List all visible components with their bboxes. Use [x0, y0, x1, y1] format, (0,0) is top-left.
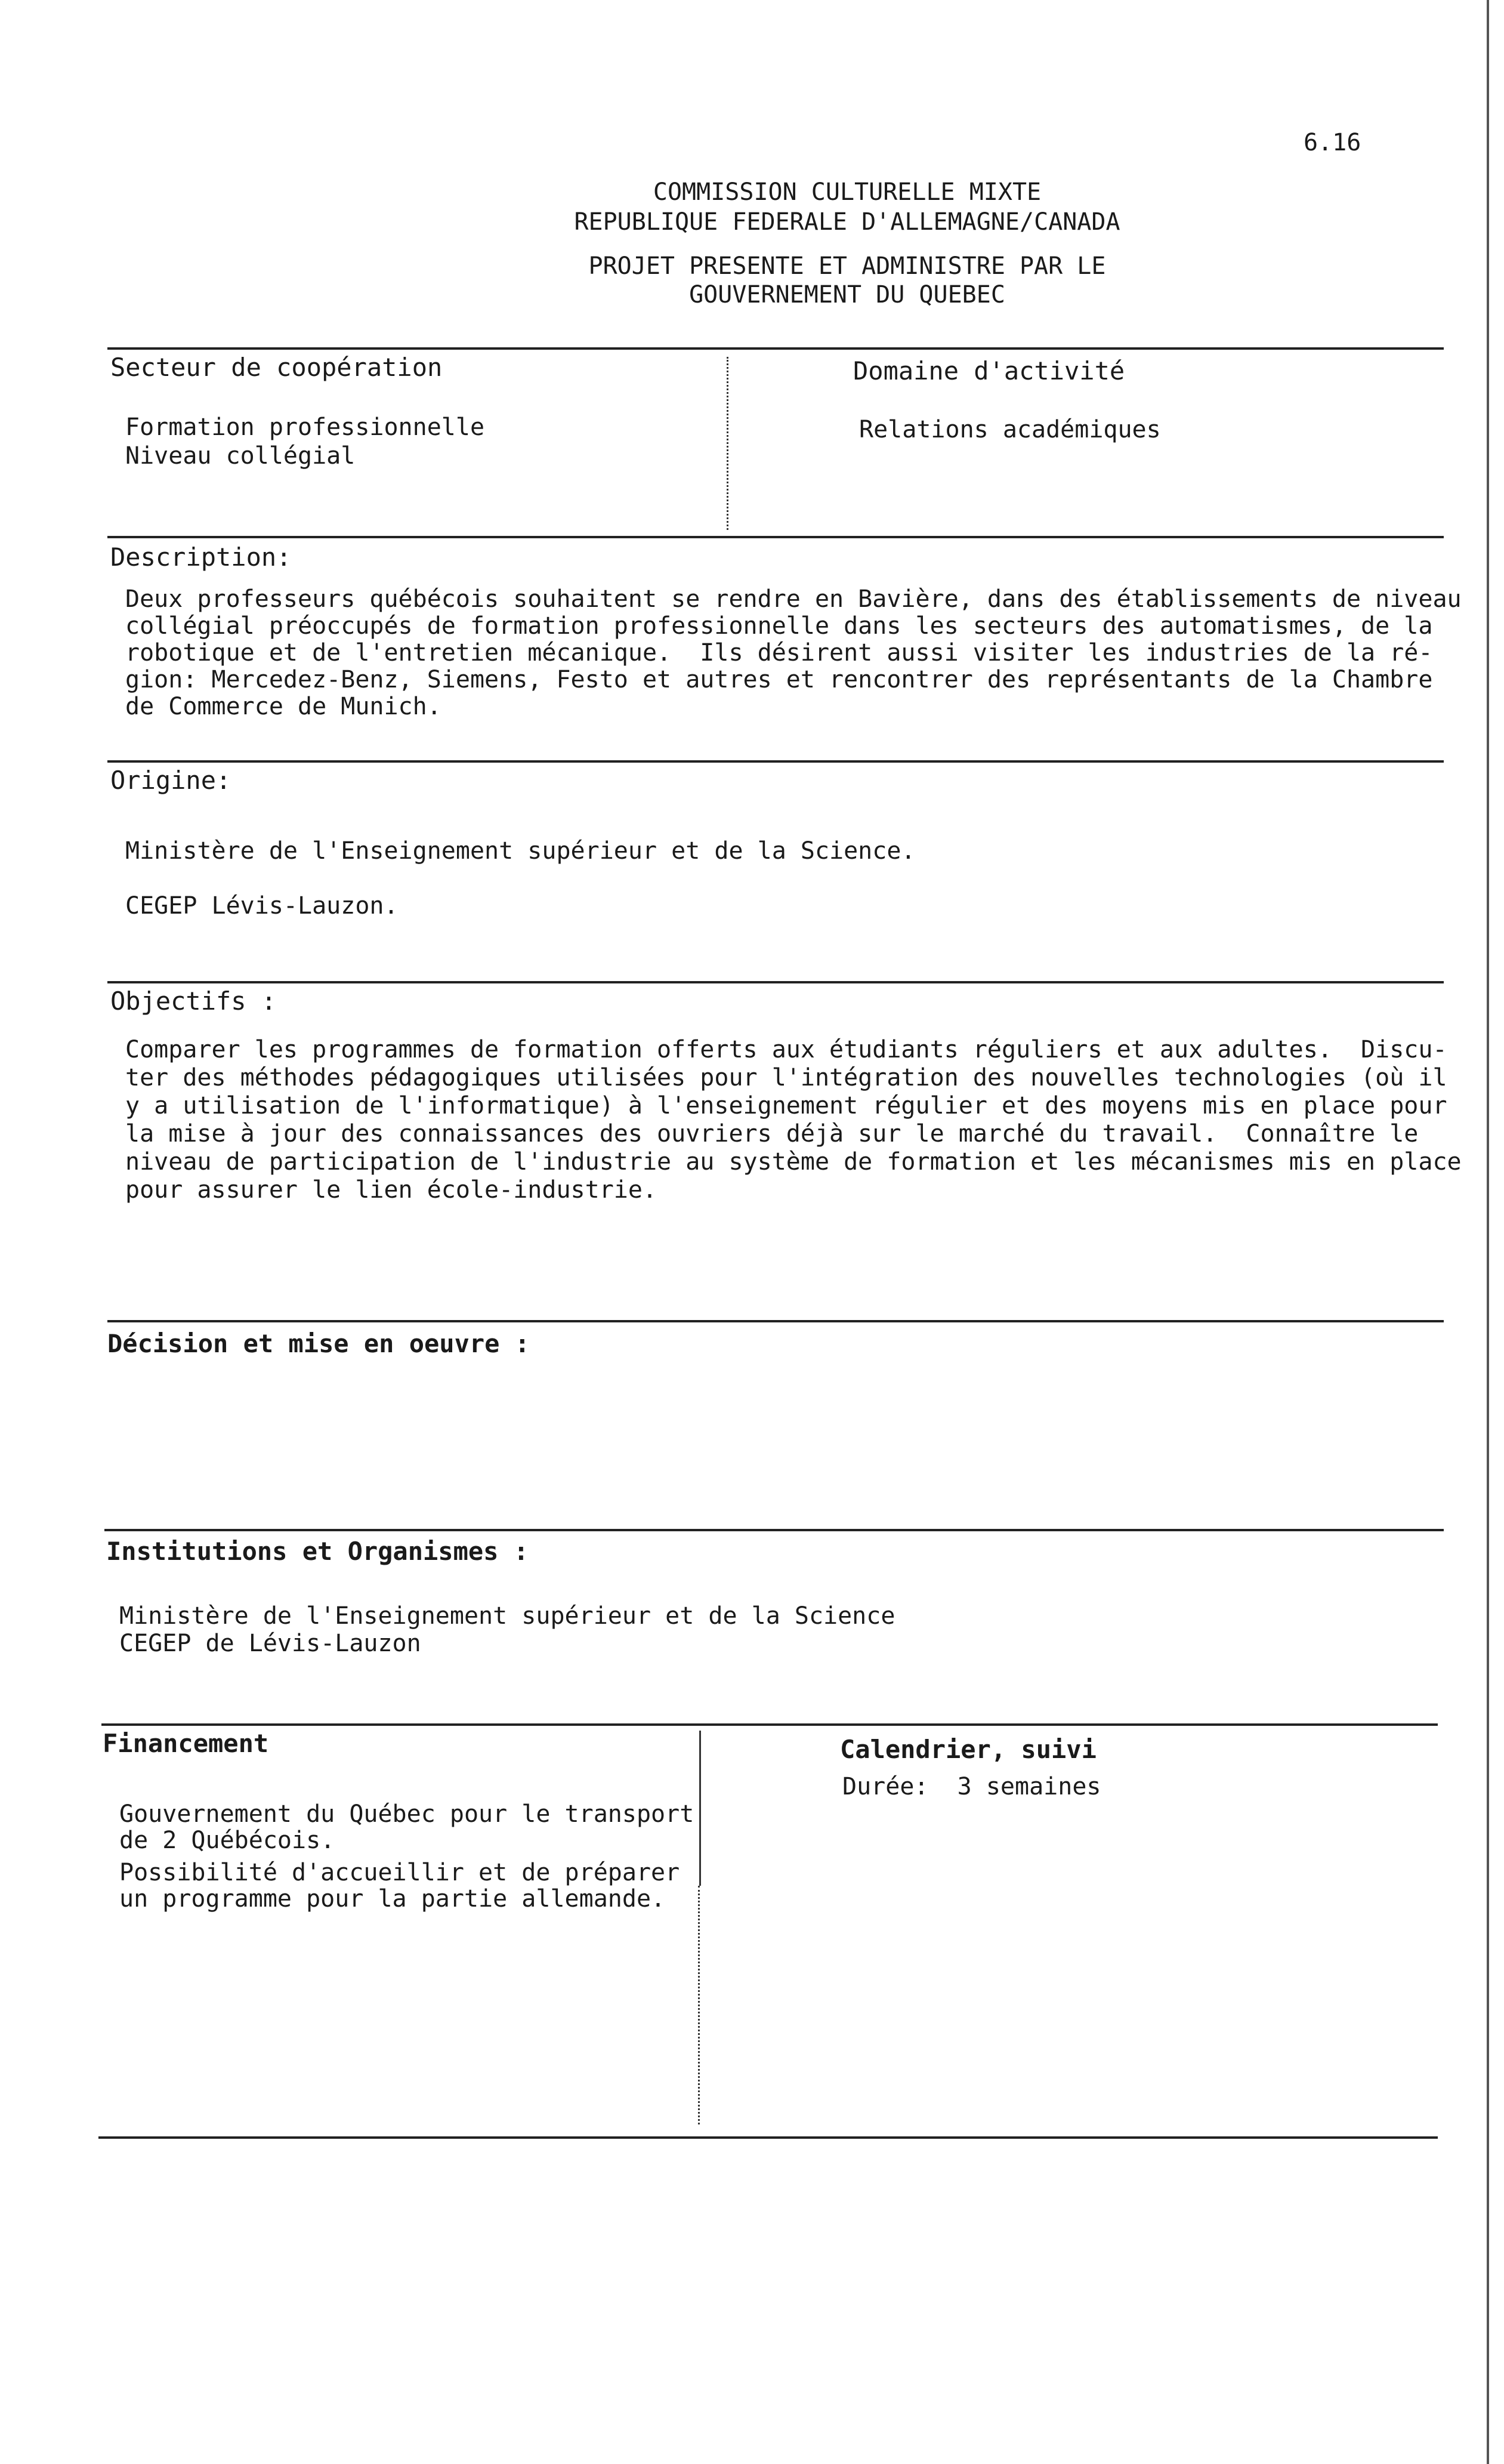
description-line: robotique et de l'entretien mécanique. Ils désirent aussi visiter les industries de la ré-	[125, 639, 1433, 667]
financement-label: Financement	[103, 1729, 269, 1758]
description-label: Description:	[110, 542, 292, 572]
institutions-line: Ministère de l'Enseignement supérieur et de la Science	[119, 1602, 895, 1630]
institutions-line: CEGEP de Lévis-Lauzon	[119, 1630, 421, 1657]
objectifs-line: pour assurer le lien école-industrie.	[125, 1176, 657, 1204]
column-divider	[698, 1886, 700, 2124]
section-rule	[107, 347, 1444, 350]
domaine-label: Domaine d'activité	[853, 356, 1125, 386]
financement-line: Possibilité d'accueillir et de préparer	[119, 1859, 680, 1886]
origine-item: CEGEP Lévis-Lauzon.	[125, 892, 399, 920]
institutions-label: Institutions et Organismes :	[106, 1537, 529, 1566]
section-rule	[107, 1320, 1444, 1322]
section-rule	[107, 981, 1444, 983]
calendrier-label: Calendrier, suivi	[840, 1735, 1097, 1764]
section-rule	[107, 760, 1444, 763]
objectifs-line: ter des méthodes pédagogiques utilisées pour l'intégration des nouvelles technologies (où il	[125, 1064, 1447, 1091]
header-line-4: GOUVERNEMENT DU QUEBEC	[689, 281, 1005, 309]
description-line: de Commerce de Munich.	[125, 693, 441, 720]
description-line: collégial préoccupés de formation professionnelle dans les secteurs des automatismes, de la	[125, 612, 1433, 640]
section-rule	[101, 1723, 1438, 1726]
objectifs-line: niveau de participation de l'industrie au système de formation et les mécanismes mis en place	[125, 1148, 1462, 1176]
domaine-value: Relations académiques	[859, 416, 1161, 443]
description-line: Deux professeurs québécois souhaitent se rendre en Bavière, dans des établissements de niveau	[125, 585, 1462, 613]
objectifs-line: Comparer les programmes de formation offerts aux étudiants réguliers et aux adultes. Discu-	[125, 1036, 1447, 1063]
description-line: gion: Mercedez-Benz, Siemens, Festo et autres et rencontrer des représentants de la Chambre	[125, 666, 1433, 693]
column-divider	[699, 1731, 701, 1886]
secteur-label: Secteur de coopération	[110, 353, 443, 382]
financement-line: de 2 Québécois.	[119, 1827, 335, 1854]
origine-item: Ministère de l'Enseignement supérieur et de la Science.	[125, 837, 916, 865]
objectifs-line: y a utilisation de l'informatique) à l'enseignement régulier et des moyens mis en place pour	[125, 1092, 1447, 1120]
decision-label: Décision et mise en oeuvre :	[107, 1329, 530, 1358]
header-line-2: REPUBLIQUE FEDERALE D'ALLEMAGNE/CANADA	[574, 208, 1120, 236]
financement-line: Gouvernement du Québec pour le transport	[119, 1800, 694, 1828]
objectifs-line: la mise à jour des connaissances des ouvriers déjà sur le marché du travail. Connaître le	[125, 1120, 1419, 1148]
secteur-line-2: Niveau collégial	[125, 442, 356, 470]
page-number: 6.16	[1304, 129, 1361, 156]
section-rule	[98, 2136, 1438, 2139]
section-rule	[107, 536, 1444, 538]
section-rule	[104, 1529, 1444, 1531]
origine-label: Origine:	[110, 766, 231, 795]
calendrier-duree: Durée: 3 semaines	[842, 1773, 1101, 1800]
objectifs-label: Objectifs :	[110, 986, 277, 1016]
page-edge	[1487, 0, 1489, 2464]
header-line-1: COMMISSION CULTURELLE MIXTE	[653, 178, 1042, 206]
header-line-3: PROJET PRESENTE ET ADMINISTRE PAR LE	[588, 252, 1106, 280]
secteur-line-1: Formation professionnelle	[125, 414, 485, 441]
financement-line: un programme pour la partie allemande.	[119, 1885, 666, 1913]
column-divider	[727, 357, 728, 530]
